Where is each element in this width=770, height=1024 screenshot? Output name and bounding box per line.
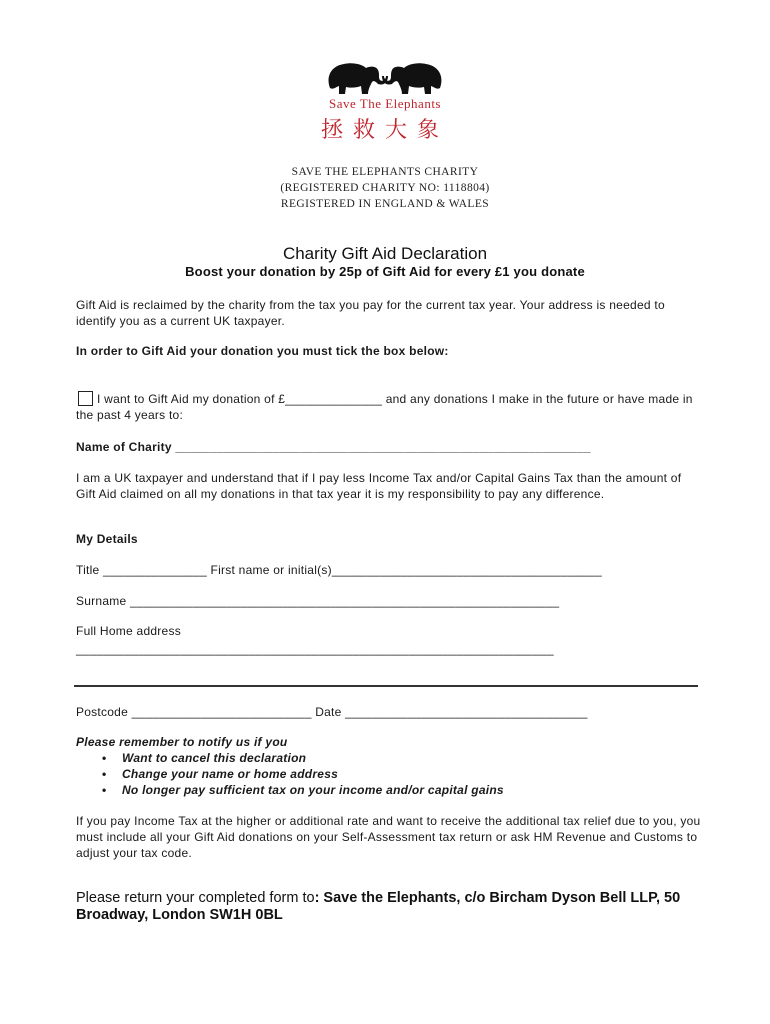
return-instructions <box>76 890 716 924</box>
logo-chinese-name: 拯救大象 <box>320 118 449 143</box>
list-item: • Change your name or home address <box>104 766 701 782</box>
address-field[interactable]: _____________________________________________________________________ <box>76 642 554 656</box>
elephants-logo-icon <box>300 58 470 98</box>
logo-name: Save The Elephants <box>328 96 441 111</box>
reminder-section <box>76 734 701 798</box>
higher-rate-note: If you pay Income Tax at the higher or additional rate and want to receive the additional tax relief due to you, you must include all your Gift Aid donations on your Self-Assessment tax return or ask HM Revenue and Customs to adjust your tax code. <box>76 814 701 860</box>
list-item: • No longer pay sufficient tax on your income and/or capital gains <box>104 782 701 798</box>
save-the-elephants-logo <box>300 58 470 144</box>
reminder-heading: Please remember to notify us if you <box>76 735 288 749</box>
charity-name-line: SAVE THE ELEPHANTS CHARITY <box>291 166 479 178</box>
charity-registration-header <box>0 164 770 212</box>
tick-instruction: In order to Gift Aid your donation you must tick the box below: <box>76 344 449 358</box>
return-prefix: Please return your completed form to <box>76 890 315 906</box>
title-name-field[interactable]: Title _______________ First name or initial(s)_______________________________________ <box>76 563 602 577</box>
reminder-list <box>76 750 701 798</box>
charity-number-line: (REGISTERED CHARITY NO: 1118804) <box>280 182 490 194</box>
gift-aid-checkbox[interactable] <box>78 391 93 406</box>
declaration-text: I want to Gift Aid my donation of £______________ and any donations I make in the future or have made in the past 4 years to: <box>76 392 693 422</box>
page-title: Charity Gift Aid Declaration <box>282 244 488 263</box>
address-second-line[interactable] <box>74 685 698 687</box>
surname-field[interactable]: Surname ______________________________________________________________ <box>76 594 560 608</box>
taxpayer-statement: I am a UK taxpayer and understand that if I pay less Income Tax and/or Capital Gains Tax than the amount of Gift Aid claimed on all my donations in that tax year it is my responsibility to pay any difference. <box>76 471 682 501</box>
postcode-date-field[interactable]: Postcode __________________________ Date ___________________________________ <box>76 705 588 719</box>
name-of-charity-field[interactable]: Name of Charity ____________________________________________________________ <box>76 440 591 454</box>
intro-paragraph: Gift Aid is reclaimed by the charity from the tax you pay for the current tax year. Your address is needed to identify you as a current UK taxpayer. <box>76 298 665 328</box>
list-item: • Want to cancel this declaration <box>104 750 701 766</box>
page-subtitle: Boost your donation by 25p of Gift Aid for every £1 you donate <box>185 264 585 279</box>
address-label: Full Home address <box>76 624 181 638</box>
declaration-row <box>76 391 701 423</box>
my-details-heading: My Details <box>76 532 138 546</box>
charity-registration-line: REGISTERED IN ENGLAND & WALES <box>280 198 490 210</box>
return-address: : Save the Elephants, c/o Bircham Dyson Bell LLP, 50 Broadway, London SW1H 0BL <box>76 890 681 923</box>
